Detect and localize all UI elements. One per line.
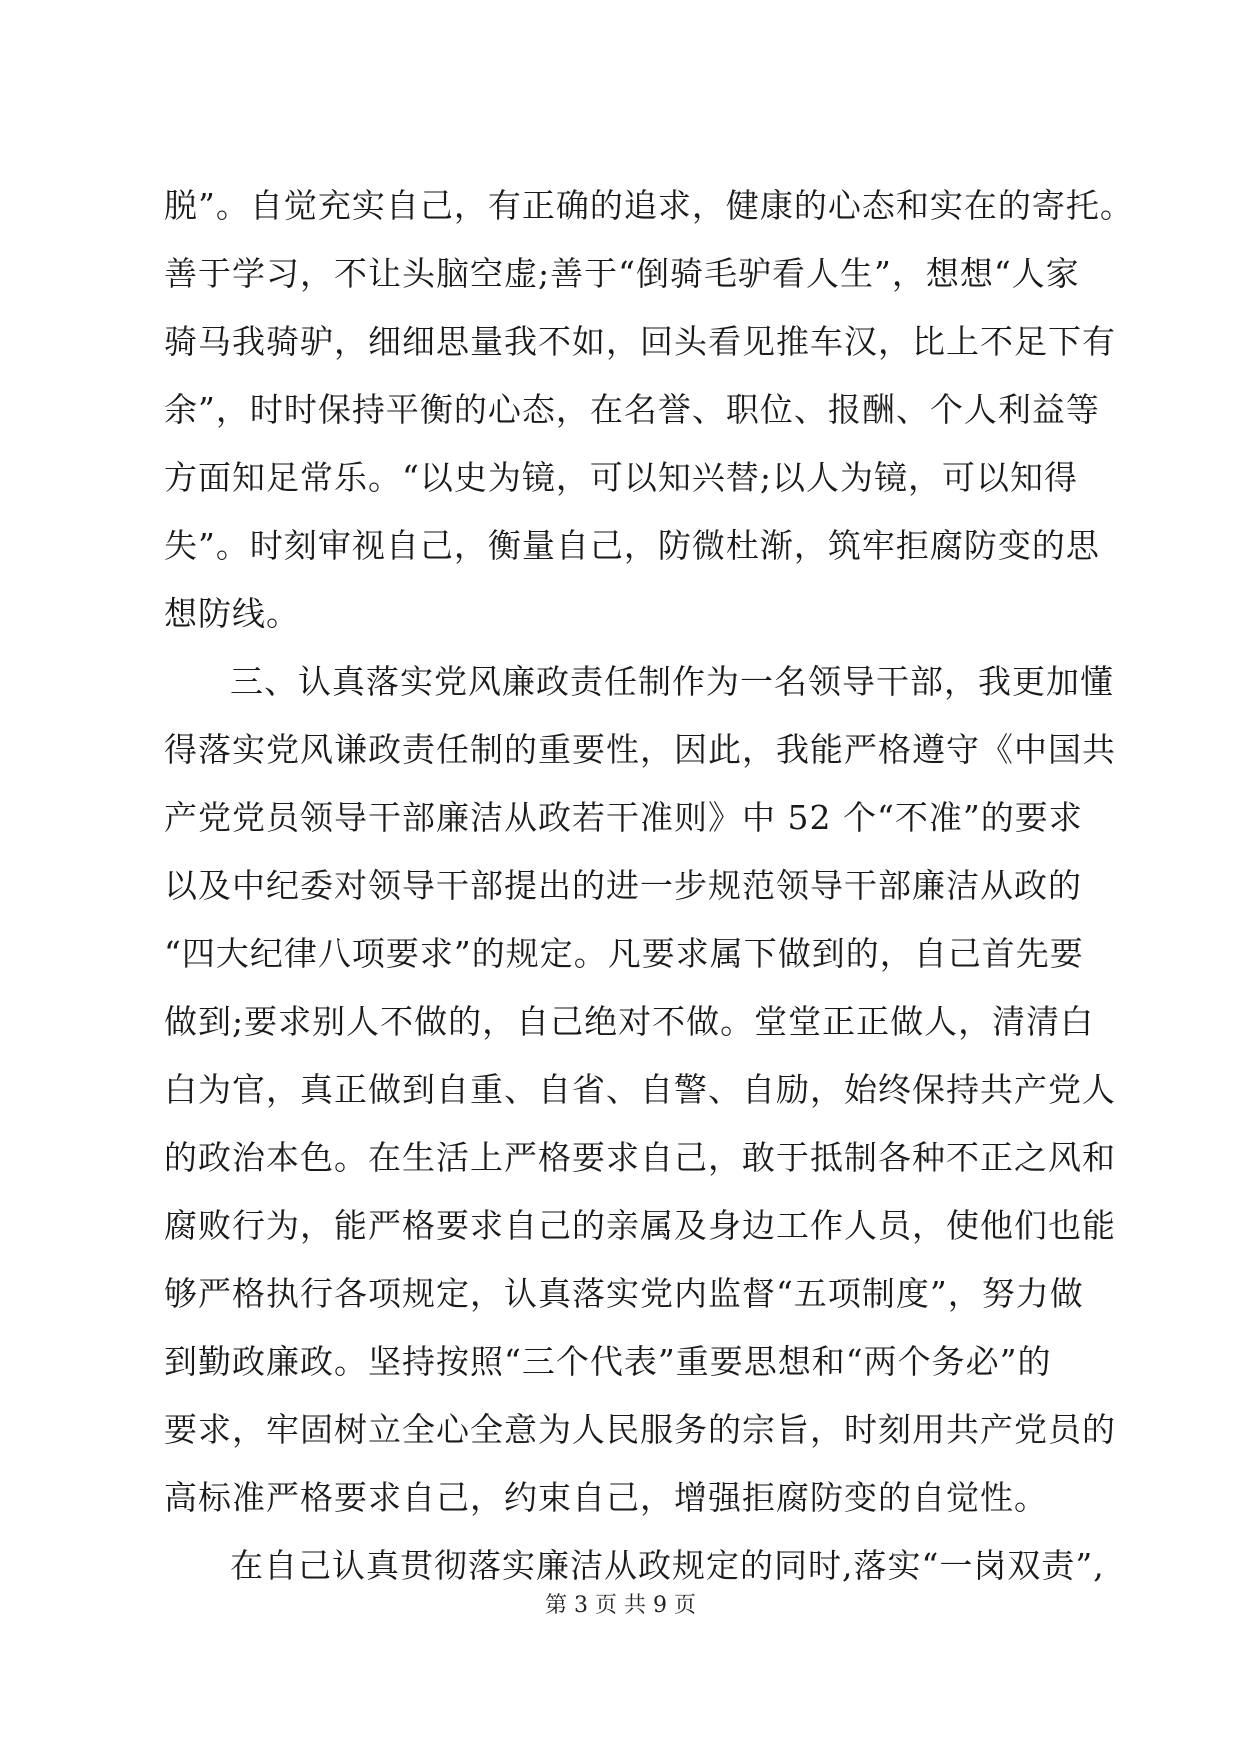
body-line: 失”。时刻审视自己，衡量自己，防微杜渐，筑牢拒腐防变的思 — [164, 526, 1100, 565]
body-line: 得落实党风谦政责任制的重要性，因此，我能严格遵守《中国共 — [164, 730, 1116, 769]
body-line: 善于学习，不让头脑空虚;善于“倒骑毛驴看人生”，想想“人家 — [164, 254, 1080, 293]
body-line: 骑马我骑驴，细细思量我不如，回头看见推车汉，比上不足下有 — [164, 322, 1116, 361]
body-line: 够严格执行各项规定，认真落实党内监督“五项制度”，努力做 — [164, 1274, 1084, 1313]
body-line: 脱”。自觉充实自己，有正确的追求，健康的心态和实在的寄托。 — [164, 186, 1134, 225]
body-line: 白为官，真正做到自重、自省、自警、自励，始终保持共产党人 — [164, 1070, 1116, 1109]
body-line: 想防线。 — [164, 594, 300, 633]
body-line: 方面知足常乐。“以史为镜，可以知兴替;以人为镜，可以知得 — [164, 458, 1078, 497]
body-line: “四大纪律八项要求”的规定。凡要求属下做到的，自己首先要 — [164, 934, 1084, 973]
body-line: 腐败行为，能严格要求自己的亲属及身边工作人员，使他们也能 — [164, 1206, 1116, 1245]
page-number-footer: 第 3 页 共 9 页 — [545, 1593, 696, 1618]
body-line: 要求，牢固树立全心全意为人民服务的宗旨，时刻用共产党员的 — [164, 1410, 1116, 1449]
body-line: 产党党员领导干部廉洁从政若干准则》中 52 个“不准”的要求 — [164, 798, 1083, 837]
body-line: 到勤政廉政。坚持按照“三个代表”重要思想和“两个务必”的 — [164, 1342, 1052, 1381]
body-line: 余”，时时保持平衡的心态，在名誉、职位、报酬、个人利益等 — [164, 390, 1100, 429]
paragraph-start-line: 在自己认真贯彻落实廉洁从政规定的同时,落实“一岗双责”, — [230, 1546, 1105, 1585]
body-line: 做到;要求别人不做的，自己绝对不做。堂堂正正做人，清清白 — [164, 1002, 1095, 1041]
body-line: 高标准严格要求自己，约束自己，增强拒腐防变的自觉性。 — [164, 1478, 1048, 1517]
paragraph-start-line: 三、认真落实党风廉政责任制作为一名领导干部，我更加懂 — [230, 662, 1114, 701]
body-line: 以及中纪委对领导干部提出的进一步规范领导干部廉洁从政的 — [164, 866, 1082, 905]
body-line: 的政治本色。在生活上严格要求自己，敢于抵制各种不正之风和 — [164, 1138, 1116, 1177]
